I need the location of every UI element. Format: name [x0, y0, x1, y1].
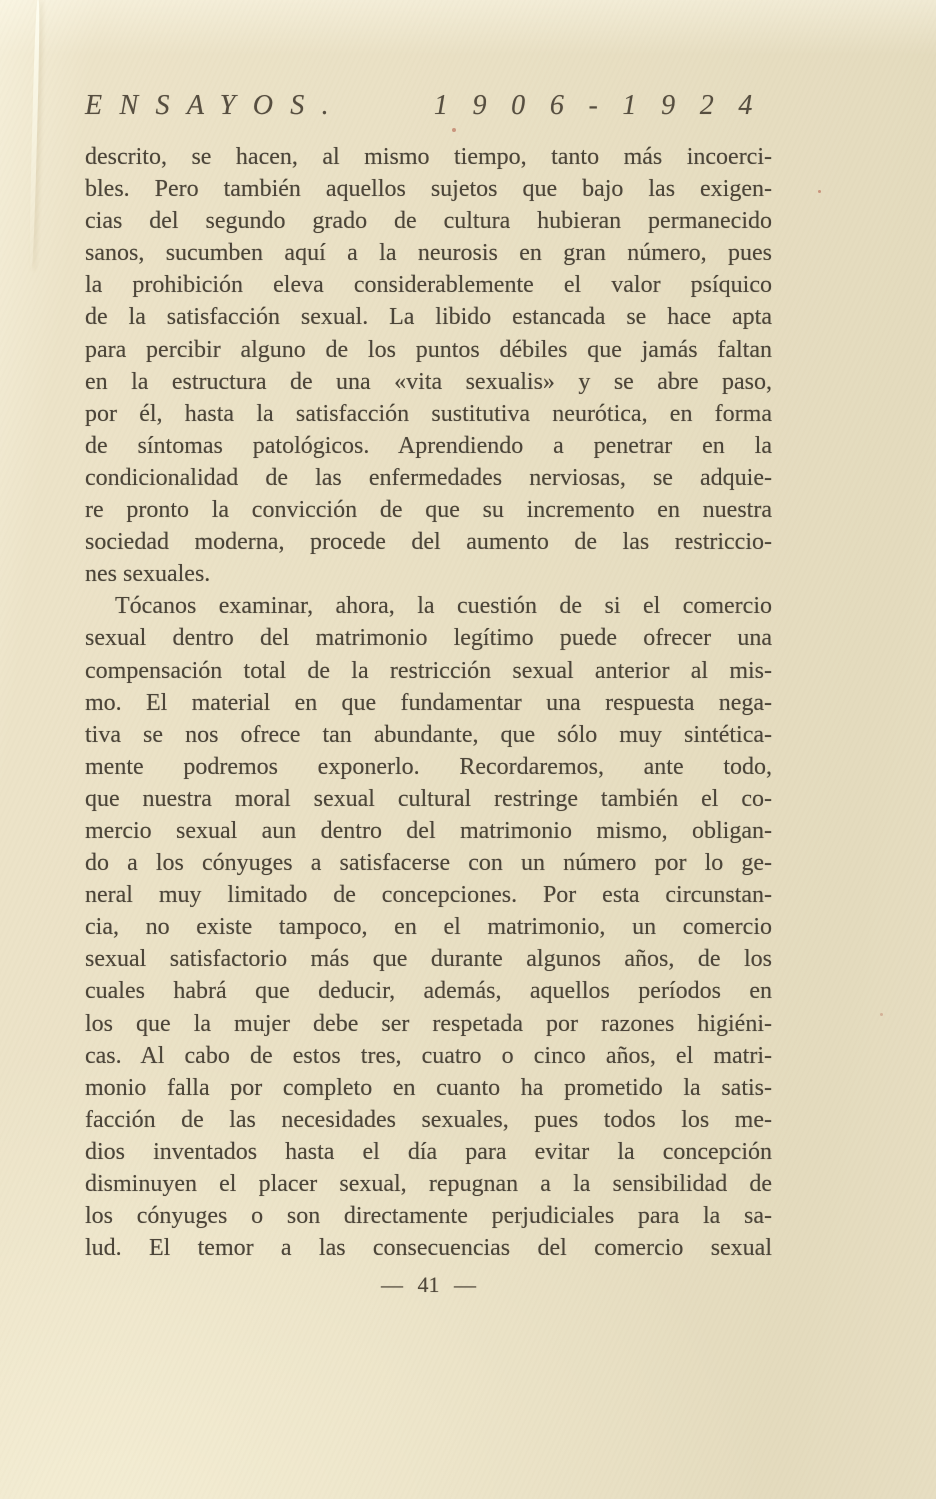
- text-line: mo. El material en que fundamentar una respuesta nega-: [85, 689, 772, 716]
- text-line: condicionalidad de las enfermedades nerviosas, se adquie-: [85, 464, 772, 491]
- text-line: los que la mujer debe ser respetada por razones higiéni-: [85, 1010, 772, 1037]
- text-line: sanos, sucumben aquí a la neurosis en gran número, pues: [85, 240, 772, 267]
- text-line: descrito, se hacen, al mismo tiempo, tanto más incoerci-: [85, 144, 772, 170]
- text-line: facción de las necesidades sexuales, pues todos los me-: [85, 1106, 772, 1133]
- text-line: para percibir alguno de los puntos débiles que jamás faltan: [85, 336, 772, 363]
- text-line: bles. Pero también aquellos sujetos que bajo las exigen-: [85, 176, 772, 203]
- page-number: — 41 —: [381, 1272, 476, 1297]
- running-header-years: 1906-1924: [433, 90, 777, 121]
- text-line: neral muy limitado de concepciones. Por esta circunstan-: [85, 882, 772, 909]
- text-line: lud. El temor a las consecuencias del comercio sexual: [85, 1235, 772, 1262]
- paragraph: [85, 141, 772, 590]
- text-line: de la satisfacción sexual. La libido estancada se hace apta: [85, 304, 772, 331]
- text-line: monio falla por completo en cuanto ha prometido la satis-: [85, 1074, 772, 1101]
- text-line: cia, no existe tampoco, en el matrimonio, un comercio: [85, 914, 772, 941]
- text-line: cias del segundo grado de cultura hubieran permanecido: [85, 208, 772, 235]
- text-line: sociedad moderna, procede del aumento de las restriccio-: [85, 529, 772, 556]
- text-line: mente podremos exponerlo. Recordaremos, ante todo,: [85, 753, 772, 780]
- paper-crease: [28, 0, 40, 270]
- paper-speck: [880, 1013, 883, 1016]
- text-line: sexual dentro del matrimonio legítimo puede ofrecer una: [85, 625, 772, 652]
- page-body: [85, 141, 772, 1264]
- text-line: compensación total de la restricción sexual anterior al mis-: [85, 657, 772, 684]
- text-line: cuales habrá que deducir, además, aquellos períodos en: [85, 978, 772, 1005]
- text-line: nes sexuales.: [85, 561, 211, 588]
- text-line: sexual satisfactorio más que durante algunos años, de los: [85, 946, 772, 973]
- text-line: disminuyen el placer sexual, repugnan a la sensibilidad de: [85, 1171, 772, 1197]
- text-line: que nuestra moral sexual cultural restringe también el co-: [85, 785, 772, 812]
- paragraph: [85, 590, 772, 1264]
- text-line: en la estructura de una «vita sexualis» y se abre paso,: [85, 368, 772, 395]
- text-line: dios inventados hasta el día para evitar la concepción: [85, 1138, 772, 1165]
- text-line: tiva se nos ofrece tan abundante, que sólo muy sintética-: [85, 721, 772, 748]
- text-line: los cónyuges o son directamente perjudiciales para la sa-: [85, 1203, 772, 1230]
- text-line: Tócanos examinar, ahora, la cuestión de si el comercio: [115, 593, 772, 620]
- running-header: [85, 90, 777, 122]
- running-header-title: ENSAYOS.: [85, 90, 347, 121]
- text-line: por él, hasta la satisfacción sustitutiva neurótica, en forma: [85, 400, 772, 427]
- paper-speck: [452, 128, 456, 132]
- text-line: re pronto la convicción de que su incremento en nuestra: [85, 497, 772, 524]
- text-line: mercio sexual aun dentro del matrimonio mismo, obligan-: [85, 817, 772, 844]
- text-line: de síntomas patológicos. Aprendiendo a penetrar en la: [85, 432, 772, 459]
- text-line: la prohibición eleva considerablemente el valor psíquico: [85, 272, 772, 299]
- page-footer: [85, 1272, 772, 1298]
- paper-speck: [818, 190, 821, 193]
- text-line: do a los cónyuges a satisfacerse con un número por lo ge-: [85, 850, 772, 877]
- text-line: cas. Al cabo de estos tres, cuatro o cinco años, el matri-: [85, 1042, 772, 1069]
